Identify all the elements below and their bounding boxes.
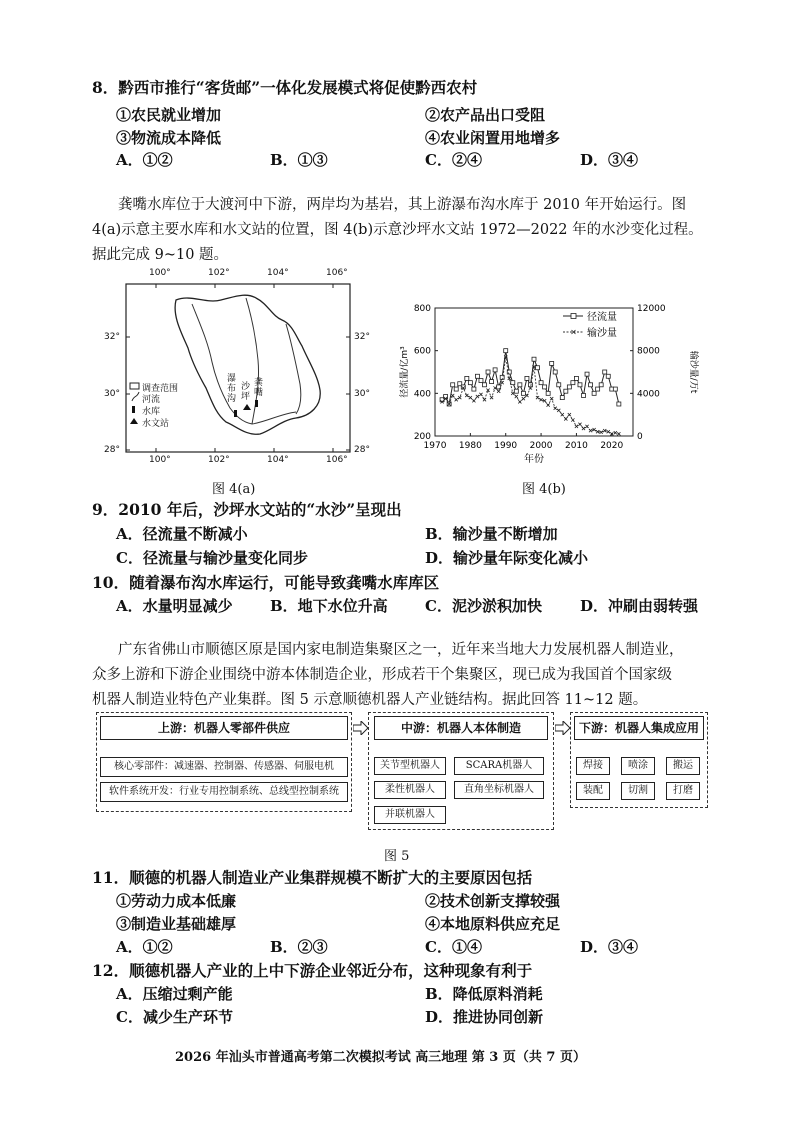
runoff-point xyxy=(592,391,596,395)
sediment-point xyxy=(458,396,461,399)
runoff-point xyxy=(468,381,472,385)
q9-option-b[interactable]: B．输沙量不断增加 xyxy=(425,525,558,543)
sediment-point xyxy=(589,429,592,432)
sediment-point xyxy=(522,397,525,400)
sediment-point xyxy=(582,427,585,430)
y-right-axis-label: 输沙量/万t xyxy=(688,350,698,394)
runoff-point xyxy=(539,381,543,385)
q11-item-3: ③制造业基础雄厚 xyxy=(116,915,237,933)
q11-item-4: ④本地原料供应充足 xyxy=(425,915,561,933)
y-left-axis-label: 径流量/亿m³ xyxy=(400,346,410,398)
legend-reservoir: 水库 xyxy=(142,407,161,417)
intro1-line-2: 4(a)示意主要水库和水文站的位置，图 4(b)示意沙坪水文站 1972—2022 年的水沙变化过程。 xyxy=(92,222,703,238)
runoff-point xyxy=(606,374,610,378)
runoff-point xyxy=(546,391,550,395)
sediment-point xyxy=(539,398,542,401)
figure-4b-caption: 图 4(b) xyxy=(522,482,566,497)
q11-option-b[interactable]: B．②③ xyxy=(270,938,328,956)
label-gongzui: 龚嘴 xyxy=(254,378,264,398)
runoff-point xyxy=(451,383,455,387)
x-axis-label: 年份 xyxy=(524,454,544,465)
legend-runoff-label: 径流量 xyxy=(587,312,617,323)
runoff-point xyxy=(511,381,515,385)
down-item-handling: 搬运 xyxy=(666,757,700,775)
q11-option-d[interactable]: D．③④ xyxy=(580,938,639,956)
downstream-title: 下游：机器人集成应用 xyxy=(574,716,704,740)
down-item-welding: 焊接 xyxy=(576,757,610,775)
runoff-point xyxy=(518,383,522,387)
q9-option-a[interactable]: A．径流量不断减小 xyxy=(116,525,248,543)
sediment-point xyxy=(490,396,493,399)
sediment-point xyxy=(511,392,514,395)
lat-label-28-left: 28° xyxy=(104,445,120,455)
runoff-point xyxy=(444,395,448,399)
sediment-point xyxy=(472,399,475,402)
sediment-point xyxy=(476,395,479,398)
intro2-line-2: 众多上游和下游企业围绕中游本体制造企业，形成若干个集聚区，现已成为我国首个国家级 xyxy=(92,667,672,683)
y-left-tick-label: 400 xyxy=(413,389,431,400)
arrow-up-to-mid xyxy=(353,720,369,739)
sediment-point xyxy=(455,398,458,401)
runoff-point xyxy=(514,389,518,393)
arrow-mid-to-down xyxy=(555,720,571,739)
runoff-point xyxy=(543,385,547,389)
q11-option-a[interactable]: A．①② xyxy=(116,938,173,956)
q12-option-a[interactable]: A．压缩过剩产能 xyxy=(116,985,233,1003)
lon-label-102-bottom: 102° xyxy=(208,455,230,465)
x-tick-label: 1990 xyxy=(494,441,518,451)
q11-item-2: ②技术创新支撑较强 xyxy=(425,892,561,910)
sediment-point xyxy=(554,407,557,410)
runoff-sediment-chart xyxy=(395,296,705,476)
figure-4a-map xyxy=(96,264,380,474)
q11-option-c[interactable]: C．①④ xyxy=(425,938,482,956)
runoff-point xyxy=(578,383,582,387)
runoff-point xyxy=(582,393,586,397)
lat-label-28-right: 28° xyxy=(354,445,370,455)
y-right-tick-label: 0 xyxy=(637,432,643,442)
sediment-point xyxy=(571,418,574,421)
q9-option-d[interactable]: D．输沙量年际变化减小 xyxy=(425,549,589,567)
page-footer: 2026 年汕头市普通高考第二次模拟考试 高三地理 第 3 页（共 7 页） xyxy=(175,1050,586,1065)
legend-runoff-marker xyxy=(571,314,576,319)
sediment-point xyxy=(525,394,528,397)
sediment-point xyxy=(557,409,560,412)
q8-option-c[interactable]: C．②④ xyxy=(425,151,482,169)
lon-label-106-bottom: 106° xyxy=(326,455,348,465)
runoff-point xyxy=(550,361,554,365)
q8-item-3: ③物流成本降低 xyxy=(116,129,222,147)
q10-option-d[interactable]: D．冲刷由弱转强 xyxy=(580,597,699,615)
q11-item-1: ①劳动力成本低廉 xyxy=(116,892,237,910)
runoff-point xyxy=(528,383,532,387)
runoff-point xyxy=(521,391,525,395)
down-item-grinding: 打磨 xyxy=(666,782,700,800)
runoff-point xyxy=(490,380,494,384)
intro1-line-1: 龚嘴水库位于大渡河中下游，两岸均为基岩，其上游瀑布沟水库于 2010 年开始运行。图 xyxy=(118,197,687,213)
figure-4a-caption: 图 4(a) xyxy=(212,482,256,497)
runoff-point xyxy=(589,383,593,387)
sediment-point xyxy=(550,397,553,400)
sediment-point xyxy=(479,393,482,396)
sediment-point xyxy=(614,431,617,434)
runoff-point xyxy=(585,372,589,376)
upstream-item-core-parts: 核心零部件：减速器、控制器、传感器、伺服电机 xyxy=(100,757,348,777)
runoff-point xyxy=(493,368,497,372)
q8-item-4: ④农业闲置用地增多 xyxy=(425,129,561,147)
runoff-point xyxy=(532,357,536,361)
q8-option-a[interactable]: A．①② xyxy=(116,151,173,169)
runoff-point xyxy=(574,376,578,380)
q10-option-a[interactable]: A．水量明显减少 xyxy=(116,597,233,615)
midstream-title: 中游：机器人本体制造 xyxy=(374,716,548,740)
y-left-tick-label: 800 xyxy=(413,304,431,314)
mid-item-flexible: 柔性机器人 xyxy=(374,781,446,799)
lon-label-100-bottom: 100° xyxy=(149,455,171,465)
runoff-point xyxy=(567,385,571,389)
q8-stem: 8．黔西市推行“客货邮”一体化发展模式将促使黔西农村 xyxy=(92,78,478,97)
legend-river: 河流 xyxy=(142,395,161,405)
q12-option-b[interactable]: B．降低原料消耗 xyxy=(425,985,543,1003)
y-left-tick-label: 600 xyxy=(413,346,431,357)
runoff-point xyxy=(504,349,508,353)
q8-option-b[interactable]: B．①③ xyxy=(270,151,328,169)
legend-hydro-station: 水文站 xyxy=(142,419,170,429)
upstream-item-software: 软件系统开发：行业专用控制系统、总线型控制系统 xyxy=(100,782,348,802)
lat-label-32-right: 32° xyxy=(354,332,370,342)
runoff-point xyxy=(525,376,529,380)
runoff-point xyxy=(557,383,561,387)
y-right-tick-label: 8000 xyxy=(637,346,660,357)
mid-item-cartesian: 直角坐标机器人 xyxy=(454,781,544,799)
lat-label-32-left: 32° xyxy=(104,332,120,342)
sediment-point xyxy=(607,430,610,433)
label-pubugou: 瀑布沟 xyxy=(227,374,237,404)
q9-option-c[interactable]: C．径流量与输沙量变化同步 xyxy=(116,549,308,567)
runoff-point xyxy=(479,379,483,383)
q10-stem: 10．随着瀑布沟水库运行，可能导致龚嘴水库库区 xyxy=(92,573,440,592)
q8-item-1: ①农民就业增加 xyxy=(116,106,222,124)
runoff-point xyxy=(603,370,607,374)
sediment-point xyxy=(547,403,550,406)
label-shaping: 沙坪 xyxy=(241,382,251,402)
q10-option-c[interactable]: C．泥沙淤积加快 xyxy=(425,597,542,615)
runoff-point xyxy=(571,381,575,385)
lon-label-104-top: 104° xyxy=(267,268,289,278)
q12-option-c[interactable]: C．减少生产环节 xyxy=(116,1008,233,1026)
sediment-point xyxy=(486,389,489,392)
q12-option-d[interactable]: D．推进协同创新 xyxy=(425,1008,544,1026)
runoff-point xyxy=(553,370,557,374)
runoff-point xyxy=(596,387,600,391)
runoff-point xyxy=(472,387,476,391)
intro2-line-1: 广东省佛山市顺德区原是国内家电制造集聚区之一，近年来当地大力发展机器人制造业， xyxy=(118,642,684,658)
mid-item-articulated: 关节型机器人 xyxy=(374,757,446,775)
down-item-spraying: 喷涂 xyxy=(621,757,655,775)
runoff-point xyxy=(465,376,469,380)
q10-option-b[interactable]: B．地下水位升高 xyxy=(270,597,388,615)
sediment-point xyxy=(568,413,571,416)
down-item-cutting: 切割 xyxy=(621,782,655,800)
sediment-point xyxy=(564,417,567,420)
runoff-point xyxy=(564,389,568,393)
q8-option-d[interactable]: D．③④ xyxy=(580,151,639,169)
runoff-point xyxy=(613,387,617,391)
sediment-point xyxy=(465,394,468,397)
mid-item-scara: SCARA机器人 xyxy=(454,757,544,775)
y-left-tick-label: 200 xyxy=(413,432,431,442)
runoff-point xyxy=(483,383,487,387)
q11-stem: 11．顺德的机器人制造业产业集群规模不断扩大的主要原因包括 xyxy=(92,868,533,887)
legend-survey-area: 调查范围 xyxy=(142,384,179,394)
sediment-point xyxy=(469,396,472,399)
lat-label-30-right: 30° xyxy=(354,389,370,399)
q8-item-2: ②农产品出口受阻 xyxy=(425,106,546,124)
x-tick-label: 1970 xyxy=(423,441,447,451)
intro1-line-3: 据此完成 9~10 题。 xyxy=(92,247,229,263)
q9-stem: 9．2010 年后，沙坪水文站的“水沙”呈现出 xyxy=(92,500,402,519)
lon-label-106-top: 106° xyxy=(326,268,348,278)
down-item-assembly: 装配 xyxy=(576,782,610,800)
runoff-point xyxy=(475,374,479,378)
x-tick-label: 2010 xyxy=(564,441,588,451)
legend-sediment-label: 输沙量 xyxy=(587,328,617,339)
runoff-point xyxy=(486,370,490,374)
mid-item-parallel: 并联机器人 xyxy=(374,806,446,824)
runoff-point xyxy=(617,402,621,406)
figure-5-caption: 图 5 xyxy=(384,849,410,864)
x-tick-label: 2000 xyxy=(529,441,553,451)
sediment-point xyxy=(515,395,518,398)
lon-label-100-top: 100° xyxy=(149,268,171,278)
runoff-point xyxy=(536,366,540,370)
y-right-tick-label: 4000 xyxy=(637,389,660,400)
lat-label-30-left: 30° xyxy=(104,389,120,399)
sediment-point xyxy=(518,400,521,403)
lon-label-104-bottom: 104° xyxy=(267,455,289,465)
figure-4b-chart xyxy=(395,296,705,476)
sediment-point xyxy=(494,386,497,389)
y-right-tick-label: 12000 xyxy=(637,304,666,314)
q12-stem: 12．顺德机器人产业的上中下游企业邻近分布，这种现象有利于 xyxy=(92,961,533,980)
upstream-title: 上游：机器人零部件供应 xyxy=(100,716,348,740)
runoff-point xyxy=(560,396,564,400)
runoff-point xyxy=(599,383,603,387)
x-tick-label: 1980 xyxy=(458,441,482,451)
intro2-line-3: 机器人制造业特色产业集群。图 5 示意顺德机器人产业链结构。据此回答 11~12 题。 xyxy=(92,692,648,708)
x-tick-label: 2020 xyxy=(600,441,624,451)
sediment-point xyxy=(575,425,578,428)
lon-label-102-top: 102° xyxy=(208,268,230,278)
sediment-point xyxy=(578,423,581,426)
runoff-point xyxy=(454,387,458,391)
sediment-point xyxy=(561,413,564,416)
sediment-point xyxy=(585,425,588,428)
sediment-point xyxy=(497,390,500,393)
